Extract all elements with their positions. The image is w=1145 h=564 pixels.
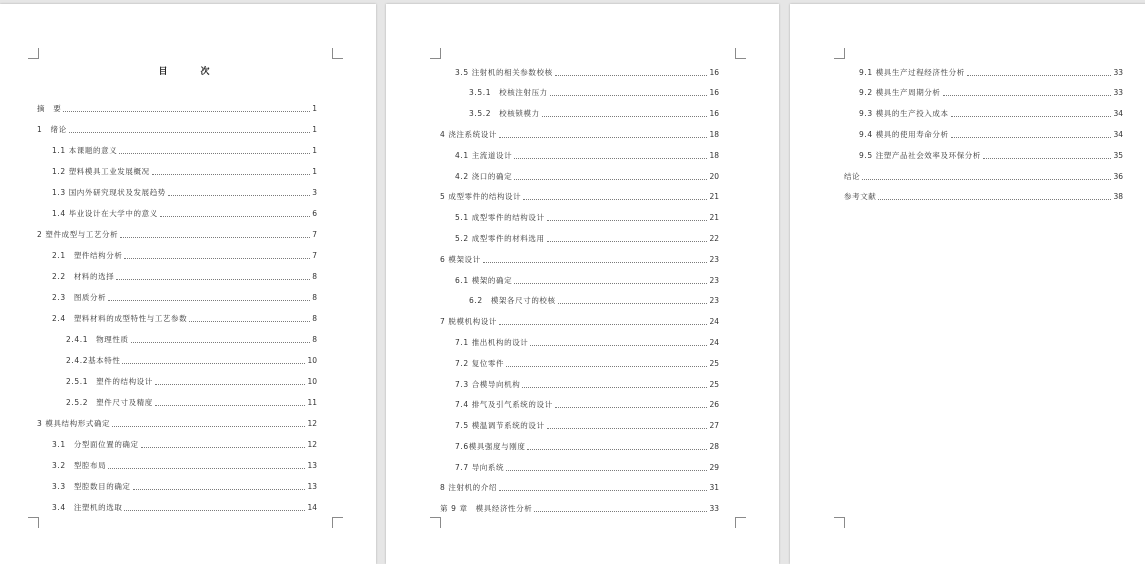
toc-entry[interactable] (440, 253, 719, 265)
toc-entry-title: 7.3 合模导向机构 (455, 380, 521, 389)
margin-mark-top-right (332, 48, 343, 59)
toc-entry[interactable] (440, 481, 719, 493)
toc-page-number: 12 (307, 440, 317, 449)
toc-page-number: 27 (709, 421, 719, 430)
toc-page-number: 8 (312, 335, 317, 344)
toc-dot-leader (514, 282, 707, 284)
document-page-1 (0, 4, 376, 564)
toc-page-number: 1 (312, 146, 317, 155)
toc-entry-title: 1 绪论 (37, 125, 67, 134)
toc-page-number: 33 (709, 504, 719, 513)
toc-dot-leader (131, 341, 311, 343)
toc-entry-title: 7.6模具强度与刚度 (455, 442, 526, 451)
toc-entry[interactable] (52, 249, 317, 261)
toc-entry[interactable] (455, 336, 719, 348)
toc-entry[interactable] (455, 398, 719, 410)
toc-dot-leader (124, 257, 310, 259)
toc-dot-leader (122, 362, 305, 364)
toc-dot-leader (499, 323, 707, 325)
toc-dot-leader (108, 467, 305, 469)
toc-page-number: 16 (709, 109, 719, 118)
toc-dot-leader (133, 488, 306, 490)
toc-entry[interactable] (859, 107, 1123, 119)
toc-entry[interactable] (859, 86, 1123, 98)
toc-entry[interactable] (469, 107, 719, 119)
toc-page-number: 20 (709, 172, 719, 181)
toc-page-number: 24 (709, 317, 719, 326)
toc-entry[interactable] (455, 274, 719, 286)
toc-page-number: 11 (307, 398, 317, 407)
toc-entry[interactable] (859, 66, 1123, 78)
toc-dot-leader (534, 510, 707, 512)
toc-page-number: 33 (1113, 68, 1123, 77)
toc-dot-leader (967, 74, 1112, 76)
toc-entry[interactable] (844, 170, 1123, 182)
toc-page-number: 36 (1113, 172, 1123, 181)
toc-dot-leader (951, 136, 1112, 138)
toc-entry[interactable] (52, 144, 317, 156)
toc-page-number: 23 (709, 296, 719, 305)
toc-dot-leader (116, 278, 310, 280)
toc-entry-title: 9.4 模具的使用寿命分析 (859, 130, 949, 139)
toc-entry-title: 7.5 模温调节系统的设计 (455, 421, 545, 430)
toc-entry-title: 2.5.1 塑件的结构设计 (66, 377, 153, 386)
toc-entry-title: 2 塑件成型与工艺分析 (37, 230, 119, 239)
toc-entry-title: 7 脱模机构设计 (440, 317, 497, 326)
toc-page-number: 29 (709, 463, 719, 472)
toc-dot-leader (155, 404, 306, 406)
margin-mark-bottom-right (735, 517, 746, 528)
document-page-3 (790, 4, 1145, 564)
margin-mark-bottom-left (834, 517, 845, 528)
toc-page-number: 28 (709, 442, 719, 451)
toc-entry[interactable] (37, 102, 317, 114)
toc-entry[interactable] (52, 270, 317, 282)
margin-mark-top-left (834, 48, 845, 59)
toc-page-number: 1 (312, 167, 317, 176)
toc-entry[interactable] (455, 149, 719, 161)
toc-page-number: 23 (709, 255, 719, 264)
toc-page-number: 1 (312, 125, 317, 134)
toc-entry[interactable] (440, 315, 719, 327)
toc-entry-title: 7.4 排气及引气系统的设计 (455, 400, 553, 409)
toc-entry-title: 7.1 推出机构的设计 (455, 338, 529, 347)
toc-entry-title: 3.2 型腔布局 (52, 461, 107, 470)
toc-entry[interactable] (66, 375, 317, 387)
toc-dot-leader (155, 383, 306, 385)
toc-entry[interactable] (52, 291, 317, 303)
toc-entry[interactable] (440, 502, 719, 514)
toc-page-number: 24 (709, 338, 719, 347)
toc-entry[interactable] (844, 190, 1123, 202)
toc-dot-leader (555, 74, 708, 76)
toc-page-number: 16 (709, 88, 719, 97)
toc-entry-title: 1.4 毕业设计在大学中的意义 (52, 209, 158, 218)
toc-entry-title: 参考文献 (844, 192, 877, 201)
margin-mark-bottom-left (430, 517, 441, 528)
toc-page-number: 8 (312, 314, 317, 323)
toc-entry[interactable] (455, 461, 719, 473)
toc-entry-title: 9.5 注塑产品社会效率及环保分析 (859, 151, 982, 160)
toc-entry[interactable] (66, 396, 317, 408)
toc-entry-title: 9.2 模具生产周期分析 (859, 88, 941, 97)
toc-entry-title: 1.1 本课题的意义 (52, 146, 118, 155)
margin-mark-top-left (28, 48, 39, 59)
toc-entry-title: 9.3 模具的生产投入成本 (859, 109, 949, 118)
toc-entry[interactable] (455, 170, 719, 182)
toc-page-number: 16 (709, 68, 719, 77)
toc-entry[interactable] (440, 190, 719, 202)
toc-page-number: 13 (307, 461, 317, 470)
toc-dot-leader (119, 152, 310, 154)
toc-dot-leader (558, 302, 708, 304)
toc-dot-leader (542, 115, 708, 117)
toc-entry[interactable] (66, 333, 317, 345)
toc-page-number: 8 (312, 293, 317, 302)
toc-page-number: 10 (307, 377, 317, 386)
toc-entry[interactable] (455, 440, 719, 452)
toc-entry[interactable] (52, 186, 317, 198)
toc-entry-title: 3.3 型腔数目的确定 (52, 482, 131, 491)
toc-entry-title: 2.1 塑件结构分析 (52, 251, 123, 260)
toc-entry[interactable] (52, 165, 317, 177)
toc-page-number: 7 (312, 230, 317, 239)
toc-page-number: 35 (1113, 151, 1123, 160)
toc-dot-leader (506, 469, 707, 471)
toc-entry[interactable] (859, 149, 1123, 161)
toc-page-number: 22 (709, 234, 719, 243)
toc-entry[interactable] (66, 354, 317, 366)
margin-mark-bottom-right (332, 517, 343, 528)
toc-entry-title: 结论 (844, 172, 861, 181)
toc-entry-title: 4.1 主流道设计 (455, 151, 513, 160)
toc-entry-title: 8 注射机的介绍 (440, 483, 497, 492)
toc-dot-leader (522, 386, 707, 388)
toc-page-number: 10 (307, 356, 317, 365)
toc-dot-leader (547, 219, 708, 221)
toc-page-number: 18 (709, 151, 719, 160)
toc-entry[interactable] (37, 123, 317, 135)
toc-dot-leader (152, 173, 311, 175)
toc-entry[interactable] (455, 419, 719, 431)
toc-entry-title: 5 成型零件的结构设计 (440, 192, 522, 201)
toc-dot-leader (878, 198, 1111, 200)
toc-dot-leader (547, 427, 708, 429)
toc-entry-title: 2.2 材料的选择 (52, 272, 115, 281)
toc-dot-leader (547, 240, 708, 242)
toc-dot-leader (943, 94, 1112, 96)
toc-dot-leader (160, 215, 310, 217)
toc-page-number: 33 (1113, 88, 1123, 97)
toc-entry[interactable] (455, 232, 719, 244)
toc-dot-leader (112, 425, 305, 427)
toc-entry-title: 9.1 模具生产过程经济性分析 (859, 68, 965, 77)
toc-page-number: 34 (1113, 109, 1123, 118)
toc-dot-leader (514, 178, 707, 180)
toc-entry[interactable] (52, 501, 317, 513)
toc-entry-title: 4 浇注系统设计 (440, 130, 497, 139)
toc-dot-leader (120, 236, 310, 238)
toc-page-number: 31 (709, 483, 719, 492)
toc-dot-leader (951, 115, 1112, 117)
toc-entry[interactable] (52, 438, 317, 450)
toc-page-number: 12 (307, 419, 317, 428)
toc-entry[interactable] (52, 459, 317, 471)
toc-entry[interactable] (440, 128, 719, 140)
toc-dot-leader (63, 110, 310, 112)
toc-entry-title: 1.2 塑料模具工业发展概况 (52, 167, 150, 176)
toc-entry-title: 5.2 成型零件的材料选用 (455, 234, 545, 243)
toc-dot-leader (523, 198, 707, 200)
toc-entry[interactable] (859, 128, 1123, 140)
toc-entry[interactable] (455, 66, 719, 78)
toc-entry[interactable] (455, 357, 719, 369)
toc-dot-leader (483, 261, 708, 263)
toc-page-number: 6 (312, 209, 317, 218)
toc-dot-leader (983, 157, 1111, 159)
toc-entry[interactable] (37, 417, 317, 429)
toc-entry-title: 3.1 分型面位置的确定 (52, 440, 139, 449)
toc-entry-title: 3.5.1 校核注射压力 (469, 88, 548, 97)
toc-entry[interactable] (469, 86, 719, 98)
margin-mark-top-right (735, 48, 746, 59)
toc-entry-title: 7.2 复位零件 (455, 359, 505, 368)
toc-entry-title: 6 模架设计 (440, 255, 481, 264)
toc-dot-leader (550, 94, 708, 96)
toc-page-number: 38 (1113, 192, 1123, 201)
toc-dot-leader (527, 448, 707, 450)
toc-entry-title: 2.3 图质分析 (52, 293, 107, 302)
toc-entry[interactable] (52, 312, 317, 324)
toc-dot-leader (530, 344, 707, 346)
toc-page-number: 21 (709, 192, 719, 201)
toc-entry-title: 3.5.2 校核锁模力 (469, 109, 540, 118)
toc-page-number: 25 (709, 380, 719, 389)
toc-entry-title: 2.4.2基本特性 (66, 356, 121, 365)
toc-dot-leader (141, 446, 306, 448)
margin-mark-top-left (430, 48, 441, 59)
toc-dot-leader (189, 320, 310, 322)
toc-entry[interactable] (469, 294, 719, 306)
toc-entry[interactable] (52, 480, 317, 492)
toc-entry-title: 3 模具结构形式确定 (37, 419, 111, 428)
toc-page-number: 34 (1113, 130, 1123, 139)
toc-dot-leader (69, 131, 311, 133)
toc-dot-leader (506, 365, 707, 367)
toc-entry[interactable] (37, 228, 317, 240)
toc-page-number: 26 (709, 400, 719, 409)
toc-page-number: 13 (307, 482, 317, 491)
toc-dot-leader (862, 178, 1111, 180)
toc-entry-title: 第 9 章 模具经济性分析 (440, 504, 533, 513)
toc-entry[interactable] (455, 211, 719, 223)
toc-entry-title: 7.7 导向系统 (455, 463, 505, 472)
toc-entry-title: 4.2 浇口的确定 (455, 172, 513, 181)
toc-entry-title: 3.4 注塑机的选取 (52, 503, 123, 512)
toc-dot-leader (555, 406, 708, 408)
toc-dot-leader (514, 157, 707, 159)
toc-dot-leader (499, 489, 707, 491)
toc-entry-title: 5.1 成型零件的结构设计 (455, 213, 545, 222)
toc-page-number: 14 (307, 503, 317, 512)
toc-title: 目 次 (158, 67, 222, 77)
toc-page-number: 8 (312, 272, 317, 281)
toc-entry-title: 1.3 国内外研究现状及发展趋势 (52, 188, 166, 197)
toc-entry-title: 2.5.2 塑件尺寸及精度 (66, 398, 153, 407)
toc-entry-title: 3.5 注射机的相关参数校核 (455, 68, 553, 77)
toc-entry[interactable] (52, 207, 317, 219)
toc-page-number: 3 (312, 188, 317, 197)
toc-dot-leader (108, 299, 310, 301)
document-page-2 (386, 4, 779, 564)
toc-entry[interactable] (455, 378, 719, 390)
toc-page-number: 23 (709, 276, 719, 285)
toc-dot-leader (168, 194, 310, 196)
toc-entry-title: 摘 要 (37, 104, 62, 113)
toc-entry-title: 2.4 塑料材料的成型特性与工艺参数 (52, 314, 188, 323)
toc-entry-title: 2.4.1 物理性质 (66, 335, 129, 344)
toc-page-number: 7 (312, 251, 317, 260)
toc-entry-title: 6.2 模架各尺寸的校核 (469, 296, 556, 305)
toc-dot-leader (499, 136, 707, 138)
toc-page-number: 18 (709, 130, 719, 139)
toc-dot-leader (124, 509, 305, 511)
toc-entry-title: 6.1 模架的确定 (455, 276, 513, 285)
toc-page-number: 21 (709, 213, 719, 222)
toc-page-number: 1 (312, 104, 317, 113)
margin-mark-bottom-left (28, 517, 39, 528)
toc-page-number: 25 (709, 359, 719, 368)
